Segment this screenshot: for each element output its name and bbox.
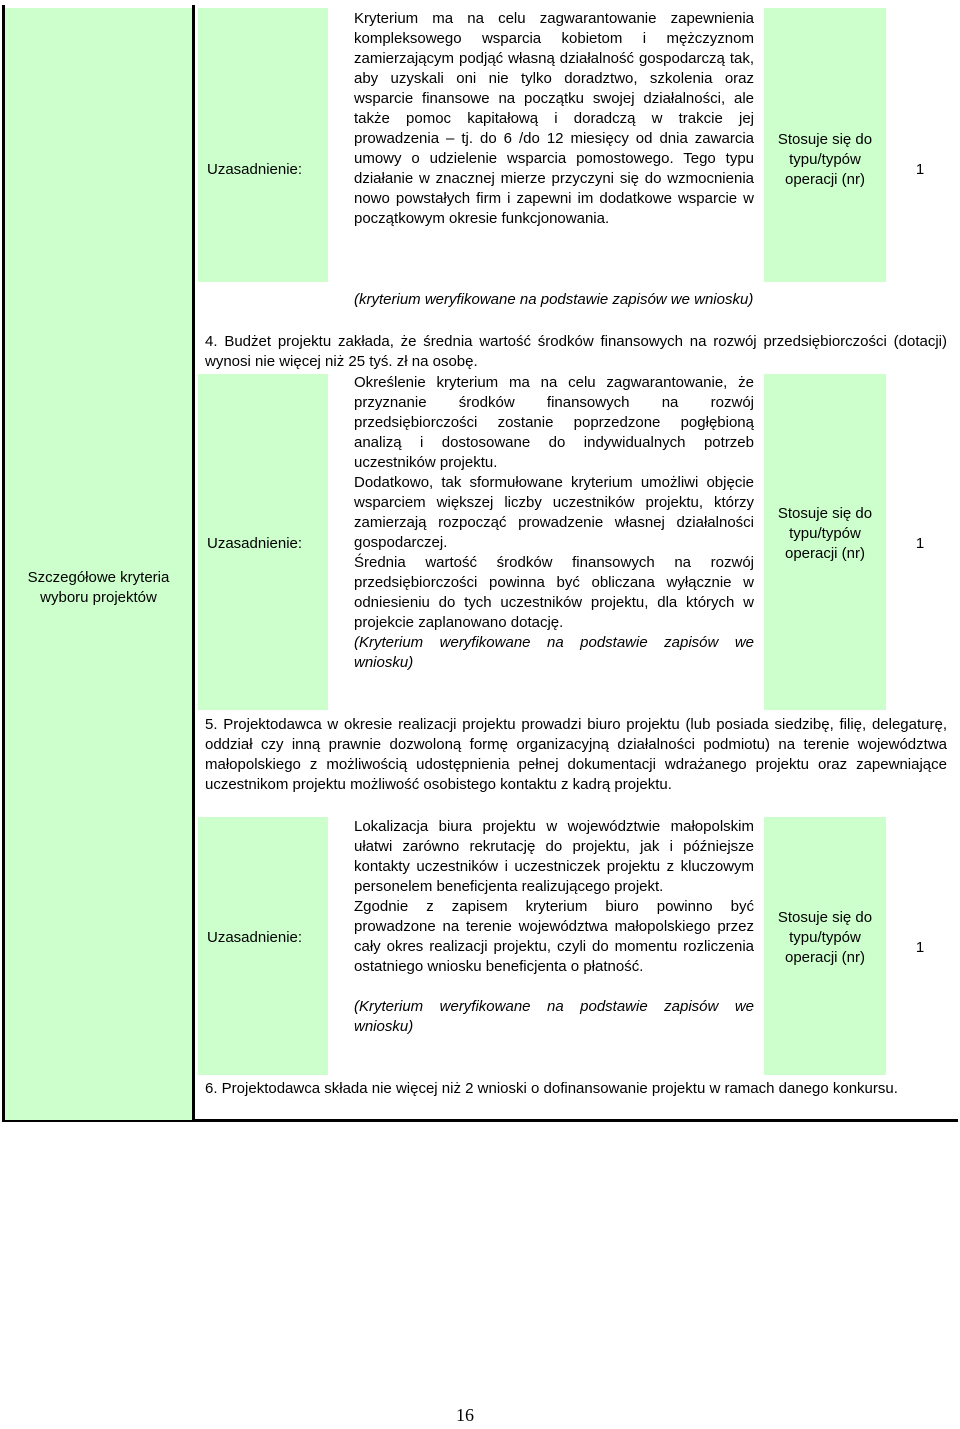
criterion-4: 4. Budżet projektu zakłada, że średnia wartość środków finansowych na rozwój przedsiębiorczości (dotacji) wynosi nie więcej niż 25 tyś. zł na osobę. xyxy=(205,333,947,370)
criterion-5: 5. Projektodawca w okresie realizacji projektu prowadzi biuro projektu (lub posiada siedzibę, filię, delegaturę, oddział czy inną prawnie dozwoloną formę organizacyjną działalności podmiotu) na terenie województwa małopolskiego z możliwością udostępnienia pełnej dokumentacji wdrażanego projektu oraz zapewniające uczestnikom projektu możliwość osobistego kontaktu z kadrą projektu. xyxy=(205,716,947,793)
justification-paragraph: Lokalizacja biura projektu w województwie małopolskim ułatwi zarówno rekrutację do projektu, jak i późniejsze kontakty uczestników i uczestniczek projektu z kluczowym personelem beneficjenta realizującego projekt. xyxy=(354,818,754,895)
applies-label: Stosuje się do typu/typów operacji (nr) xyxy=(777,909,873,966)
page-number: 16 xyxy=(456,1405,474,1425)
justification-paragraph: Średnia wartość środków finansowych na rozwój przedsiębiorczości powinna być obliczana wyłącznie w odniesieniu do tych uczestników projektu, dla których w projekcie zaplanowano dotację. xyxy=(354,554,754,631)
left-column-cell xyxy=(5,8,192,1120)
left-column-divider xyxy=(192,5,195,1122)
verification-note: (Kryterium weryfikowane na podstawie zapisów we wniosku) xyxy=(354,634,754,671)
justification-label: Uzasadnienie: xyxy=(207,929,303,946)
score-value: 1 xyxy=(915,939,925,956)
justification-paragraph: Zgodnie z zapisem kryterium biuro powinno być prowadzone na terenie województwa małopolskiego przez cały okres realizacji projektu, czyli do momentu rozliczenia ostatniego wniosku beneficjenta o płatność. xyxy=(354,898,754,975)
justification-label: Uzasadnienie: xyxy=(207,161,303,178)
justification-text xyxy=(354,817,754,1037)
criterion-6: 6. Projektodawca składa nie więcej niż 2 wnioski o dofinansowanie projektu w ramach danego konkursu. xyxy=(205,1080,898,1097)
score-value: 1 xyxy=(915,535,925,552)
left-column-label: Szczegółowe kryteria wyboru projektów xyxy=(27,569,170,606)
justification-label-cell xyxy=(198,8,328,282)
applies-label: Stosuje się do typu/typów operacji (nr) xyxy=(777,131,873,188)
justification-label: Uzasadnienie: xyxy=(207,535,303,552)
verification-note: (kryterium weryfikowane na podstawie zapisów we wniosku) xyxy=(354,291,754,308)
score-value: 1 xyxy=(915,161,925,178)
justification-text xyxy=(354,373,754,673)
justification-text: Kryterium ma na celu zagwarantowanie zapewnienia kompleksowego wsparcia kobietom i mężczyznom zamierzającym podjąć własną działalność gospodarczą tak, aby uzyskali oni nie tylko doradztwo, szkolenia oraz wsparcie finansowe na początku swojej działalności, ale także pomoc kapitałową i doradczą w trakcie jej prowadzenia – tj. do 6 /do 12 miesięcy od dnia zawarcia umowy o udzielenie wsparcia pomostowego. Tego typu działanie w znacznej mierze przyczyni się do wzmocnienia nowo powstałych firm i zapewni im dodatkowe wsparcie w początkowym okresie funkcjonowania. xyxy=(354,10,754,227)
justification-paragraph: Określenie kryterium ma na celu zagwarantowanie, że przyznanie środków finansowych na rozwój przedsiębiorczości zostanie poprzedzone pogłębioną analizą i dostosowane do indywidualnych potrzeb uczestników projektu. xyxy=(354,374,754,471)
justification-paragraph: Dodatkowo, tak sformułowane kryterium umożliwi objęcie wsparciem większej liczby uczestników projektu, którzy zamierzają rozpocząć prowadzenie własnej działalności gospodarczej. xyxy=(354,474,754,551)
applies-label: Stosuje się do typu/typów operacji (nr) xyxy=(777,505,873,562)
verification-note: (Kryterium weryfikowane na podstawie zapisów we wniosku) xyxy=(354,998,754,1035)
